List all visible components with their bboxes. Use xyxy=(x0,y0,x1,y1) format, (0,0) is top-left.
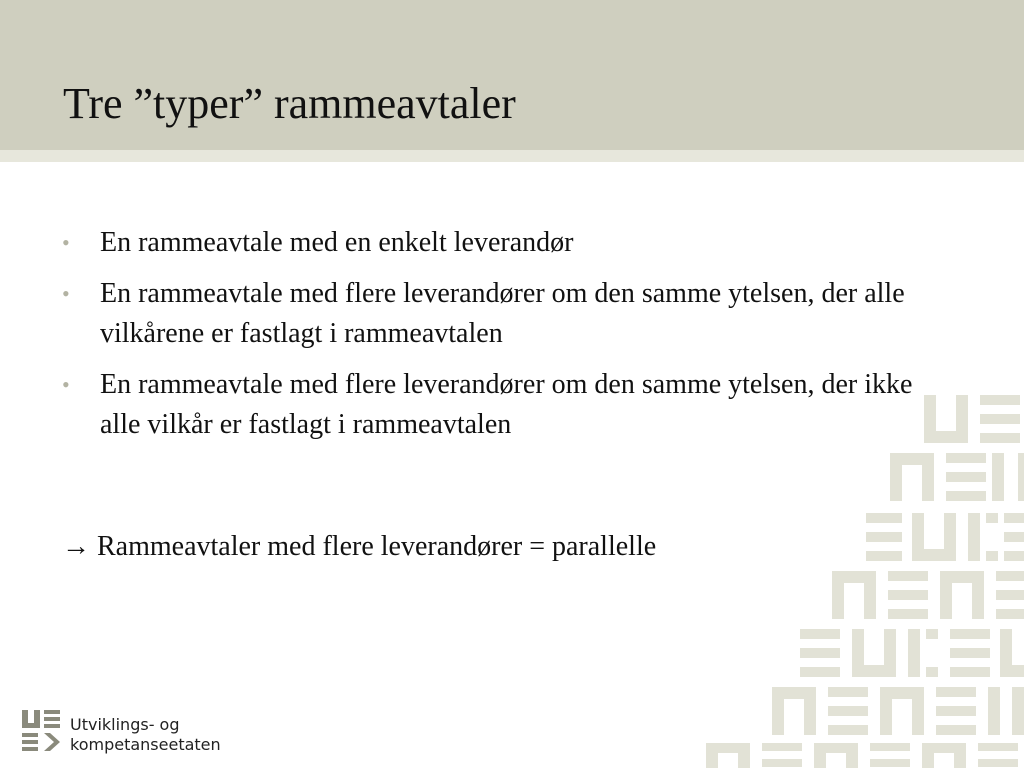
header-stripe xyxy=(0,150,1024,162)
bullet-text: En rammeavtale med flere leverandører om den samme ytelsen, der ikke alle vilkår er fastlagt i rammeavtalen xyxy=(100,369,913,440)
conclusion-line: → Rammeavtaler med flere leverandører = parallelle xyxy=(62,531,657,562)
uke-logo-icon xyxy=(22,710,62,752)
bullet-dot: • xyxy=(62,372,70,397)
bullet-item xyxy=(62,274,942,354)
bullet-text: En rammeavtale med en enkelt leverandør xyxy=(100,227,574,258)
bullet-text: En rammeavtale med flere leverandører om den samme ytelsen, der alle vilkårene er fastlagt i rammeavtalen xyxy=(100,278,905,349)
bullet-item xyxy=(62,223,942,263)
logo-line-2: kompetanseetaten xyxy=(70,735,221,754)
slide-title: Tre ”typer” rammeavtaler xyxy=(63,79,516,128)
logo-text xyxy=(70,715,221,755)
bullet-dot: • xyxy=(62,230,70,255)
logo-line-1: Utviklings- og xyxy=(70,715,180,734)
uke-pattern-watermark xyxy=(700,385,1024,768)
bullet-dot: • xyxy=(62,281,70,306)
